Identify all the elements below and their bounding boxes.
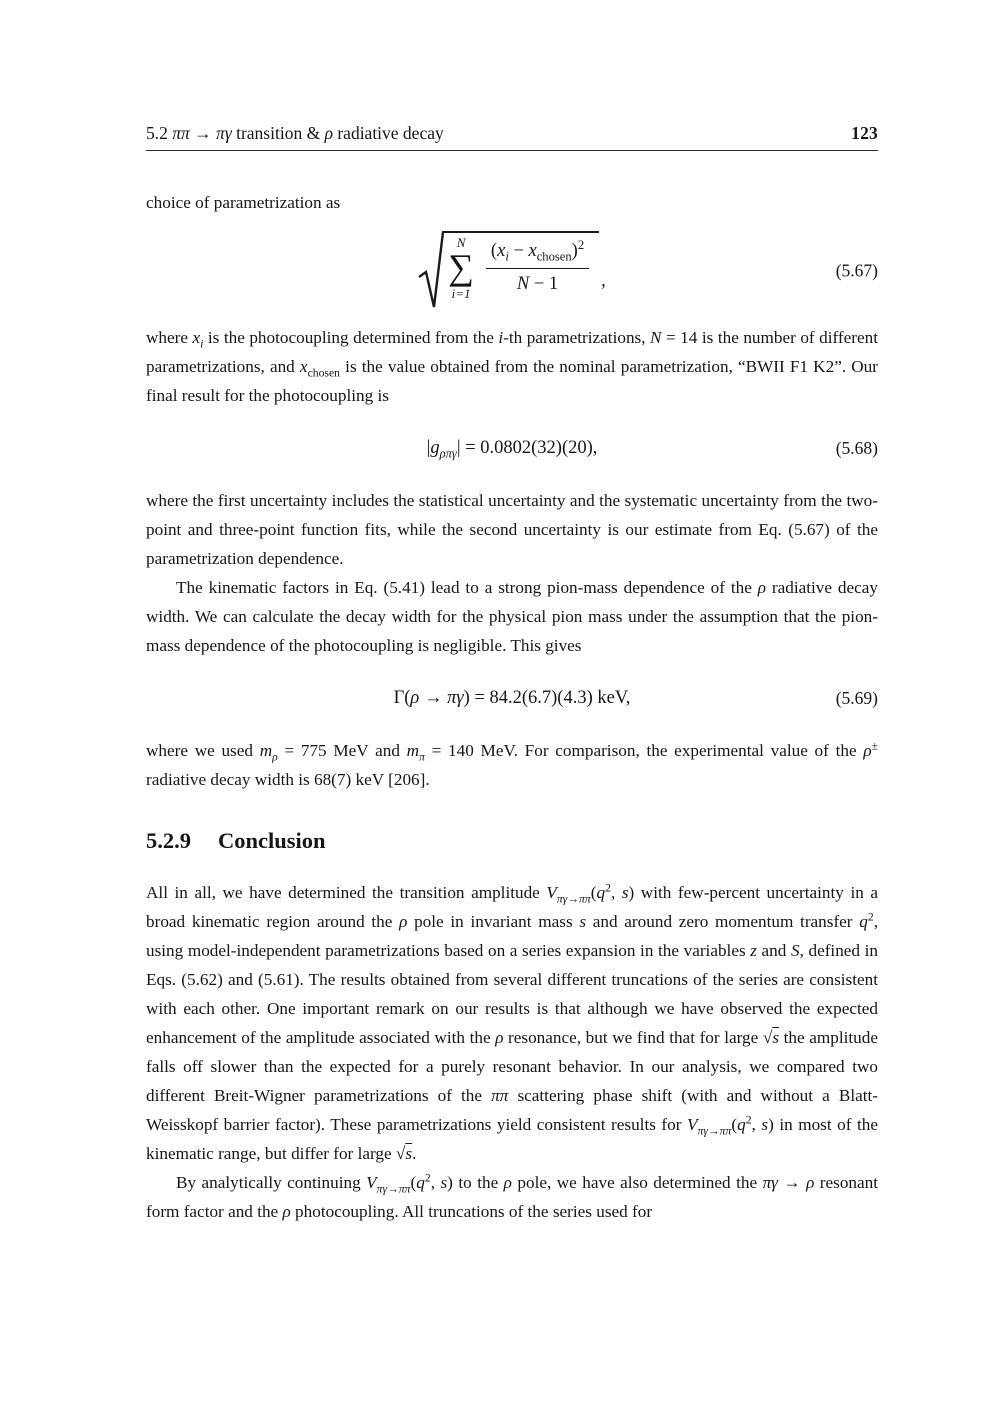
running-head <box>146 121 878 145</box>
fraction-numerator: $(x_i - x_{chosen})^2$ <box>490 238 585 265</box>
equation-5-67 <box>146 229 878 313</box>
equation-5-69-body: Γ(ρ → πγ) = 84.2(6.7)(4.3) keV, <box>393 688 631 708</box>
paragraph-mrho-values: where we used $m_\rho = 775$ MeV and $m_\pi = 140$ MeV. For comparison, the experimental value of the ρ± radiative decay width is 68(7) keV [206]. <box>146 739 878 789</box>
page-number: 123 <box>851 123 878 143</box>
header-rule <box>146 150 878 151</box>
equation-trailing-comma: , <box>601 271 606 291</box>
paragraph-first-uncertainty: where the first uncertainty includes the statistical uncertainty and the systematic uncertainty from the two-point and three-point function fits, while the second uncertainty is our estimate from Eq. (5.67) of the parametrization dependence. <box>146 491 878 568</box>
section-title: Conclusion <box>218 828 326 853</box>
page-content <box>146 188 878 1226</box>
running-head-title: 5.2 ππ → πγ transition & ρ radiative decay <box>146 123 444 143</box>
equation-number-5-67: (5.67) <box>835 260 878 281</box>
paragraph-conclusion-1: All in all, we have determined the transition amplitude $V_{\pi\gamma\to\pi\pi}(q^2$, s) with few-percent uncertainty in a broad kinematic region around the ρ pole in invariant mass s and around zero momentum transfer $q^2$, using model-independent parametrizations based on a series expansion in the variables z and S, defined in Eqs. (5.62) and (5.61). The results obtained from several different truncations of the series are consistent with each other. One important remark on our results is that although we have observed the expected enhancement of the amplitude associated with the ρ resonance, but we find that for large √s the amplitude falls off slower than the expected for a purely resonant behavior. In our analysis, we compared two different Breit-Wigner parametrizations of the ππ scattering phase shift (with and without a Blatt-Weisskopf barrier factor). These parametrizations yield consistent results for $V_{\pi\gamma\to\pi\pi}(q^2$, s) in most of the kinematic range, but differ for large √s. <box>146 881 879 1163</box>
text-column <box>146 0 878 1226</box>
sum-upper-limit: N <box>456 234 466 250</box>
fraction <box>486 240 589 295</box>
equation-5-69 <box>146 685 878 711</box>
equation-5-68 <box>146 435 878 461</box>
paragraph-where-xi: where $x_i$ is the photocoupling determined from the i-th parametrizations, N = 14 is the number of different parametrizations, and $x_{chosen}$ is the value obtained from the nominal parametrization, “BWII F1 K2”. Our final result for the photocoupling is <box>146 328 878 405</box>
section-number: 5.2.9 <box>146 828 191 853</box>
sum-lower-limit: i=1 <box>451 286 471 302</box>
equation-number-5-69: (5.69) <box>835 688 878 708</box>
square-root-expression <box>418 229 599 313</box>
equation-number-5-68: (5.68) <box>835 438 878 458</box>
paragraph-conclusion-2: By analytically continuing $V_{\pi\gamma\to\pi\pi}(q^2$, s) to the ρ pole, we have also determined the πγ → ρ resonant form factor and the ρ photocoupling. All truncations of the series used for <box>146 1171 879 1221</box>
summation <box>448 236 474 300</box>
paragraph-intro: choice of parametrization as <box>146 193 341 212</box>
paragraph-kinematic-factors: The kinematic factors in Eq. (5.41) lead to a strong pion-mass dependence of the ρ radiative decay width. We can calculate the decay width for the physical pion mass under the assumption that the pion-mass dependence of the photocoupling is negligible. This gives <box>146 578 878 655</box>
equation-5-68-body: $|g_{\rho\pi\gamma}| = 0.0802(32)(20)$, <box>426 438 598 461</box>
radicand <box>442 231 599 307</box>
radical-icon <box>418 229 444 313</box>
section-heading-conclusion <box>146 827 878 855</box>
sigma-icon: ∑ <box>448 246 474 287</box>
fraction-denominator: N − 1 <box>486 268 589 296</box>
